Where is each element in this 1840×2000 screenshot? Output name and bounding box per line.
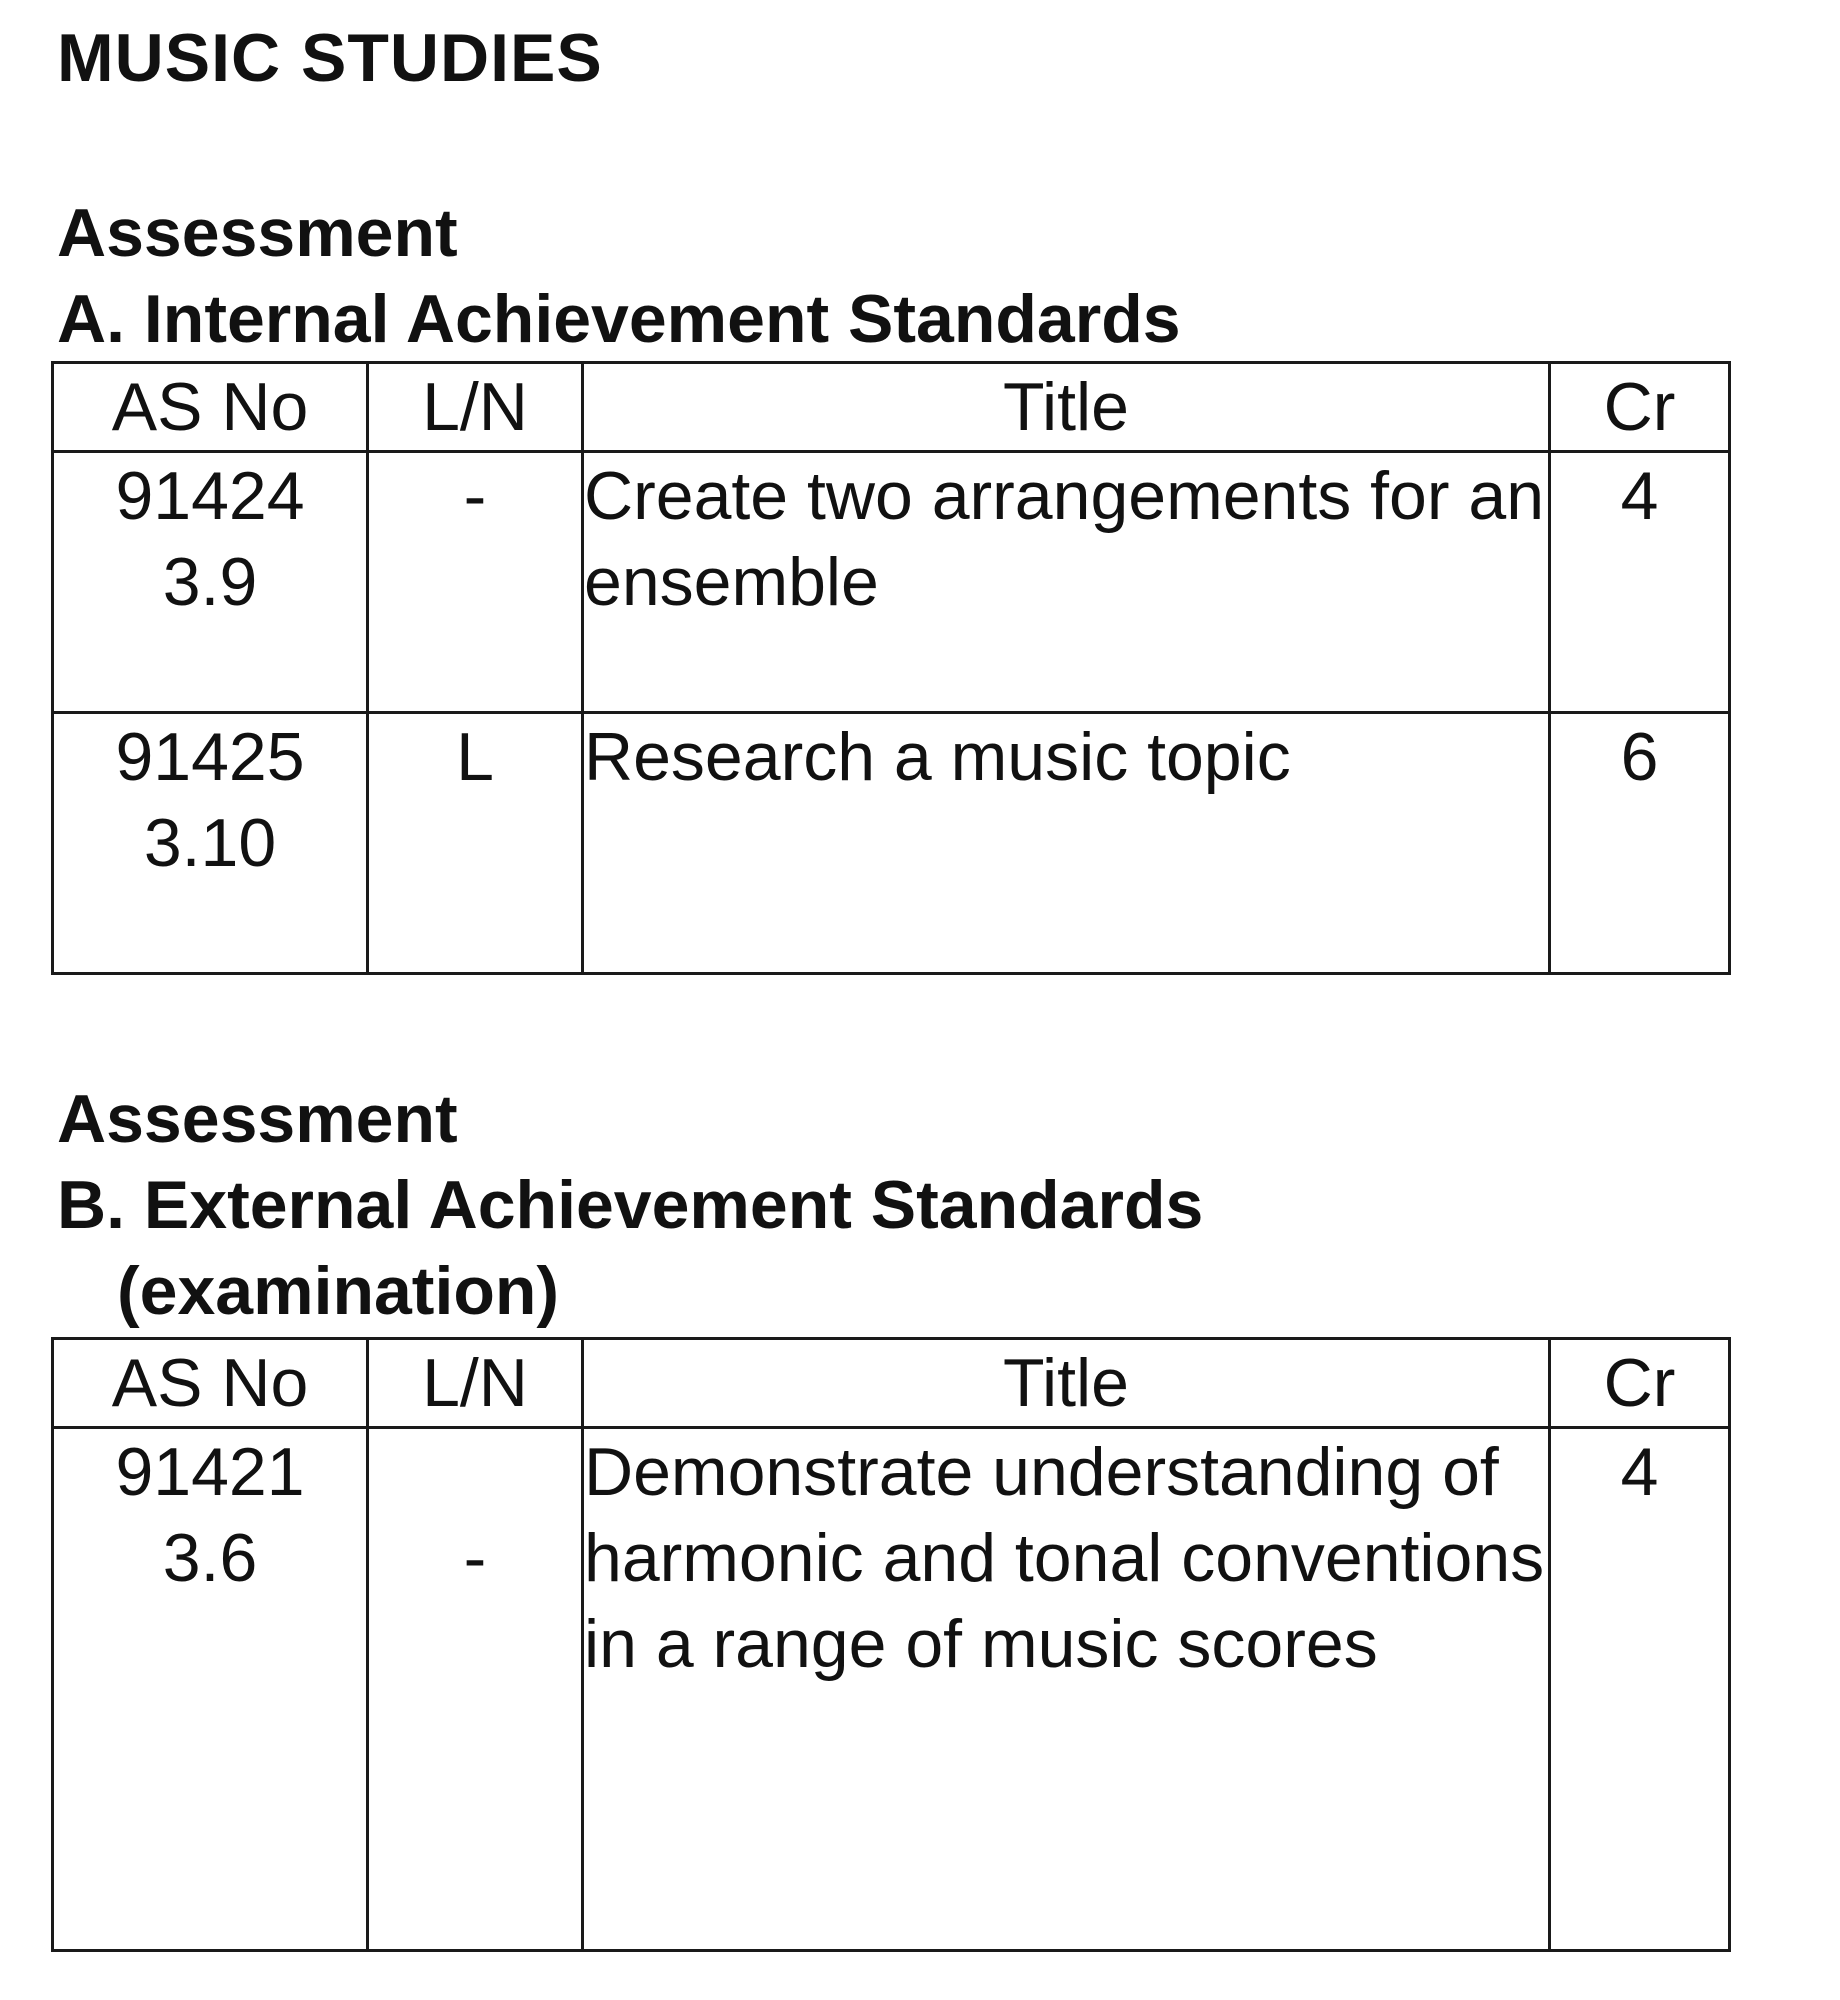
table-row [53,452,1730,713]
column-header-as-no: AS No [53,363,368,452]
as-number: 91424 [115,458,305,534]
credits-cell [1550,452,1730,713]
ln-cell [368,713,583,974]
column-header-ln: L/N [368,1339,583,1428]
ln-value: L [456,719,494,795]
external-standards-table [51,1337,1731,1952]
as-number-cell [53,452,368,713]
standard-title: Demonstrate understanding of harmonic and tonal conventions in a range of music scores [583,1428,1550,1951]
column-header-cr: Cr [1550,363,1730,452]
credits-cell [1550,1428,1730,1951]
internal-heading-line2: A. Internal Achievement Standards [57,281,1181,357]
as-level: 3.10 [143,805,277,881]
as-number: 91421 [115,1434,305,1510]
as-level: 3.9 [162,544,258,620]
column-header-title: Title [583,363,1550,452]
as-number-cell [53,1428,368,1951]
ln-value: - [463,458,487,534]
ln-value: - [463,1520,487,1596]
credits-value: 6 [1620,719,1659,795]
as-number-cell [53,713,368,974]
credits-cell [1550,713,1730,974]
document-title: MUSIC STUDIES [57,20,603,96]
external-standards-heading [57,1076,1203,1334]
table-row [53,1428,1730,1951]
internal-standards-heading [57,190,1181,362]
ln-cell [368,452,583,713]
standard-title: Research a music topic [583,713,1550,974]
external-heading-line1: Assessment [57,1081,458,1157]
external-heading-line3: (examination) [117,1253,560,1329]
table-header-row [53,363,1730,452]
as-level: 3.6 [162,1520,258,1596]
credits-value: 4 [1620,1434,1659,1510]
column-header-cr: Cr [1550,1339,1730,1428]
internal-standards-table [51,361,1731,975]
as-number: 91425 [115,719,305,795]
table-header-row [53,1339,1730,1428]
internal-heading-line1: Assessment [57,195,458,271]
external-heading-line2: B. External Achievement Standards [57,1167,1204,1243]
credits-value: 4 [1620,458,1659,534]
column-header-ln: L/N [368,363,583,452]
column-header-as-no: AS No [53,1339,368,1428]
column-header-title: Title [583,1339,1550,1428]
ln-cell [368,1428,583,1951]
table-row [53,713,1730,974]
standard-title: Create two arrangements for an ensemble [583,452,1550,713]
